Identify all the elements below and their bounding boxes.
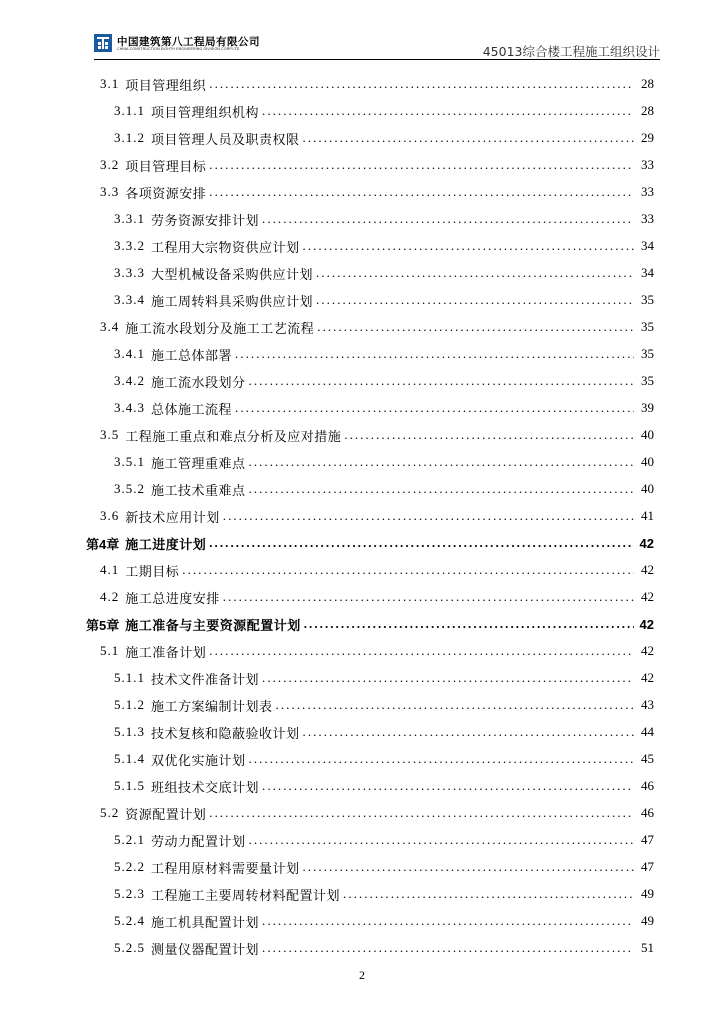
toc-entry-number: 3.4.1 bbox=[114, 346, 145, 361]
toc-entry-title: 测量仪器配置计划 bbox=[151, 942, 260, 958]
toc-entry[interactable] bbox=[114, 261, 654, 285]
toc-entry-number: 5.2 bbox=[100, 805, 120, 820]
toc-entry-number: 3.4 bbox=[100, 319, 120, 334]
toc-entry-title: 施工管理重难点 bbox=[151, 456, 246, 472]
toc-entry-title: 施工周转料具采购供应计划 bbox=[151, 294, 314, 310]
toc-entry-page: 35 bbox=[641, 292, 654, 307]
toc-entry-number: 3.3.4 bbox=[114, 292, 145, 307]
toc-entry-number: 5.2.5 bbox=[114, 940, 145, 955]
toc-entry-number: 5.1.3 bbox=[114, 724, 145, 739]
toc-dot-leader bbox=[182, 558, 634, 582]
toc-entry-title: 技术文件准备计划 bbox=[151, 672, 260, 688]
toc-entry-title: 新技术应用计划 bbox=[125, 510, 220, 526]
toc-entry-page: 42 bbox=[639, 616, 654, 632]
toc-dot-leader bbox=[262, 774, 634, 798]
toc-entry-page: 49 bbox=[641, 886, 654, 901]
toc-entry-page: 33 bbox=[641, 184, 654, 199]
toc-entry-number: 3.5.1 bbox=[114, 454, 145, 469]
toc-entry[interactable] bbox=[100, 558, 654, 582]
toc-entry-title: 技术复核和隐蔽验收计划 bbox=[151, 726, 300, 742]
toc-entry-page: 33 bbox=[641, 157, 654, 172]
toc-entry-title: 项目管理组织 bbox=[125, 78, 207, 94]
toc-entry[interactable] bbox=[100, 423, 654, 447]
toc-dot-leader bbox=[209, 531, 633, 555]
toc-entry-title: 工程施工主要周转材料配置计划 bbox=[151, 888, 341, 904]
toc-entry-page: 47 bbox=[641, 859, 654, 874]
toc-entry-page: 51 bbox=[641, 940, 654, 955]
toc-entry-title: 劳务资源安排计划 bbox=[151, 213, 260, 229]
toc-entry-title: 施工技术重难点 bbox=[151, 483, 246, 499]
toc-entry-page: 42 bbox=[639, 535, 654, 551]
toc-entry-number: 4.1 bbox=[100, 562, 120, 577]
toc-entry-number: 3.3.2 bbox=[114, 238, 145, 253]
toc-dot-leader bbox=[249, 450, 634, 474]
toc-entry-number: 3.4.3 bbox=[114, 400, 145, 415]
toc-entry-title: 项目管理组织机构 bbox=[151, 105, 260, 121]
toc-dot-leader bbox=[262, 207, 634, 231]
toc-entry[interactable] bbox=[114, 747, 654, 771]
toc-dot-leader bbox=[304, 612, 634, 636]
toc-dot-leader bbox=[209, 72, 634, 96]
toc-entry-number: 5.2.2 bbox=[114, 859, 145, 874]
toc-entry-page: 49 bbox=[641, 913, 654, 928]
toc-entry-page: 40 bbox=[641, 454, 654, 469]
toc-entry-page: 28 bbox=[641, 103, 654, 118]
toc-dot-leader bbox=[317, 315, 634, 339]
toc-entry-title: 施工流水段划分及施工工艺流程 bbox=[125, 321, 315, 337]
toc-dot-leader bbox=[209, 639, 634, 663]
toc-entry-page: 35 bbox=[641, 346, 654, 361]
toc-entry-title: 工程施工重点和难点分析及应对措施 bbox=[125, 429, 342, 445]
toc-entry-title: 施工总体部署 bbox=[151, 348, 233, 364]
toc-entry[interactable] bbox=[114, 477, 654, 501]
toc-entry-page: 42 bbox=[641, 643, 654, 658]
toc-entry[interactable] bbox=[114, 720, 654, 744]
toc-entry-page: 35 bbox=[641, 373, 654, 388]
toc-dot-leader bbox=[303, 126, 634, 150]
toc-entry-number: 4.2 bbox=[100, 589, 120, 604]
toc-entry-number: 第5章 bbox=[86, 617, 120, 633]
toc-dot-leader bbox=[249, 747, 634, 771]
toc-entry-page: 46 bbox=[641, 778, 654, 793]
toc-entry[interactable] bbox=[114, 855, 654, 879]
toc-dot-leader bbox=[276, 693, 634, 717]
toc-dot-leader bbox=[249, 828, 634, 852]
toc-entry-number: 3.4.2 bbox=[114, 373, 145, 388]
toc-entry-page: 43 bbox=[641, 697, 654, 712]
toc-entry-title: 总体施工流程 bbox=[151, 402, 233, 418]
toc-dot-leader bbox=[303, 234, 634, 258]
toc-entry-page: 40 bbox=[641, 481, 654, 496]
company-name-cn: 中国建筑第八工程局有限公司 bbox=[117, 36, 260, 48]
toc-entry-number: 3.3.3 bbox=[114, 265, 145, 280]
toc-entry-title: 施工方案编制计划表 bbox=[151, 699, 273, 715]
toc-entry-page: 39 bbox=[641, 400, 654, 415]
toc-entry[interactable] bbox=[100, 639, 654, 663]
toc-entry[interactable] bbox=[100, 315, 654, 339]
toc-dot-leader bbox=[209, 801, 634, 825]
toc-entry-page: 35 bbox=[641, 319, 654, 334]
toc-entry-page: 29 bbox=[641, 130, 654, 145]
toc-entry-page: 46 bbox=[641, 805, 654, 820]
toc-entry[interactable] bbox=[100, 72, 654, 96]
toc-dot-leader bbox=[262, 936, 634, 960]
toc-entry-number: 5.1.2 bbox=[114, 697, 145, 712]
toc-entry-title: 大型机械设备采购供应计划 bbox=[151, 267, 314, 283]
toc-entry-number: 5.1.4 bbox=[114, 751, 145, 766]
toc-entry-number: 3.6 bbox=[100, 508, 120, 523]
toc-dot-leader bbox=[262, 99, 634, 123]
toc-entry-title: 资源配置计划 bbox=[125, 807, 207, 823]
toc-dot-leader bbox=[303, 720, 634, 744]
toc-entry-title: 工程用大宗物资供应计划 bbox=[151, 240, 300, 256]
toc-entry[interactable] bbox=[114, 234, 654, 258]
toc-entry-number: 5.1 bbox=[100, 643, 120, 658]
toc-entry-title: 班组技术交底计划 bbox=[151, 780, 260, 796]
toc-entry-title: 施工准备与主要资源配置计划 bbox=[125, 618, 301, 634]
toc-entry[interactable] bbox=[114, 882, 654, 906]
toc-dot-leader bbox=[235, 342, 634, 366]
toc-dot-leader bbox=[343, 882, 634, 906]
toc-entry-title: 工程用原材料需要量计划 bbox=[151, 861, 300, 877]
toc-dot-leader bbox=[303, 855, 634, 879]
toc-dot-leader bbox=[249, 369, 634, 393]
toc-entry-page: 47 bbox=[641, 832, 654, 847]
toc-entry[interactable] bbox=[114, 288, 654, 312]
toc-entry[interactable] bbox=[114, 99, 654, 123]
toc-entry-number: 5.1.5 bbox=[114, 778, 145, 793]
toc-entry-title: 各项资源安排 bbox=[125, 186, 207, 202]
toc-entry-page: 28 bbox=[641, 76, 654, 91]
toc-entry[interactable] bbox=[114, 909, 654, 933]
toc-entry-title: 施工进度计划 bbox=[125, 537, 207, 553]
toc-entry-title: 施工总进度安排 bbox=[125, 591, 220, 607]
toc-entry-title: 工期目标 bbox=[125, 564, 180, 580]
toc-entry-page: 44 bbox=[641, 724, 654, 739]
toc-dot-leader bbox=[249, 477, 634, 501]
toc-entry-page: 40 bbox=[641, 427, 654, 442]
toc-dot-leader bbox=[344, 423, 634, 447]
toc-entry-number: 3.3.1 bbox=[114, 211, 145, 226]
toc-entry-title: 施工流水段划分 bbox=[151, 375, 246, 391]
toc-dot-leader bbox=[262, 666, 634, 690]
toc-entry[interactable] bbox=[114, 666, 654, 690]
page-header bbox=[94, 34, 660, 58]
toc-entry-number: 5.2.4 bbox=[114, 913, 145, 928]
toc-entry-page: 45 bbox=[641, 751, 654, 766]
toc-entry-number: 3.5.2 bbox=[114, 481, 145, 496]
toc-entry[interactable] bbox=[100, 180, 654, 204]
toc-entry-title: 项目管理人员及职责权限 bbox=[151, 132, 300, 148]
toc-dot-leader bbox=[316, 261, 634, 285]
toc-entry-title: 项目管理目标 bbox=[125, 159, 207, 175]
toc-dot-leader bbox=[235, 396, 634, 420]
toc-entry[interactable] bbox=[114, 828, 654, 852]
company-logo-glyph bbox=[97, 37, 109, 49]
toc-entry-page: 41 bbox=[641, 508, 654, 523]
document-title: 45013综合楼工程施工组织设计 bbox=[482, 44, 660, 59]
toc-dot-leader bbox=[209, 153, 634, 177]
toc-entry[interactable] bbox=[114, 774, 654, 798]
toc-entry-number: 3.1 bbox=[100, 76, 120, 91]
toc-dot-leader bbox=[316, 288, 634, 312]
toc-dot-leader bbox=[223, 504, 634, 528]
toc-entry-number: 3.3 bbox=[100, 184, 120, 199]
toc-entry[interactable] bbox=[100, 585, 654, 609]
toc-entry-number: 第4章 bbox=[86, 536, 120, 552]
toc-entry[interactable] bbox=[86, 612, 654, 636]
toc-entry[interactable] bbox=[114, 396, 654, 420]
toc-entry-number: 3.5 bbox=[100, 427, 120, 442]
toc-entry[interactable] bbox=[114, 126, 654, 150]
toc-entry[interactable] bbox=[114, 207, 654, 231]
toc-entry-page: 33 bbox=[641, 211, 654, 226]
toc-entry[interactable] bbox=[100, 153, 654, 177]
toc-dot-leader bbox=[262, 909, 634, 933]
toc-entry[interactable] bbox=[114, 936, 654, 960]
toc-entry-page: 42 bbox=[641, 562, 654, 577]
toc-entry-title: 双优化实施计划 bbox=[151, 753, 246, 769]
company-logo-icon bbox=[94, 34, 112, 52]
toc-dot-leader bbox=[209, 180, 634, 204]
toc-dot-leader bbox=[223, 585, 634, 609]
toc-entry[interactable] bbox=[114, 450, 654, 474]
toc-entry[interactable] bbox=[100, 801, 654, 825]
toc-entry-page: 34 bbox=[641, 265, 654, 280]
header-rule bbox=[94, 59, 660, 60]
toc-entry-page: 34 bbox=[641, 238, 654, 253]
toc-entry-number: 5.2.1 bbox=[114, 832, 145, 847]
toc-entry-page: 42 bbox=[641, 589, 654, 604]
toc-entry-title: 施工机具配置计划 bbox=[151, 915, 260, 931]
toc-entry[interactable] bbox=[100, 504, 654, 528]
toc-entry[interactable] bbox=[114, 693, 654, 717]
toc-entry-number: 5.2.3 bbox=[114, 886, 145, 901]
toc-entry-title: 劳动力配置计划 bbox=[151, 834, 246, 850]
toc-entry-number: 3.1.1 bbox=[114, 103, 145, 118]
toc-entry-number: 3.2 bbox=[100, 157, 120, 172]
toc-entry[interactable] bbox=[114, 342, 654, 366]
toc-entry[interactable] bbox=[86, 531, 654, 555]
company-name-en: CHINA CONSTRUCTION EIGHTH ENGINEERING DIVISION CORP.LTD bbox=[117, 47, 240, 51]
toc-entry-number: 5.1.1 bbox=[114, 670, 145, 685]
page-number: 2 bbox=[359, 968, 365, 982]
toc-entry[interactable] bbox=[114, 369, 654, 393]
toc-entry-title: 施工准备计划 bbox=[125, 645, 207, 661]
toc-entry-page: 42 bbox=[641, 670, 654, 685]
toc-entry-number: 3.1.2 bbox=[114, 130, 145, 145]
